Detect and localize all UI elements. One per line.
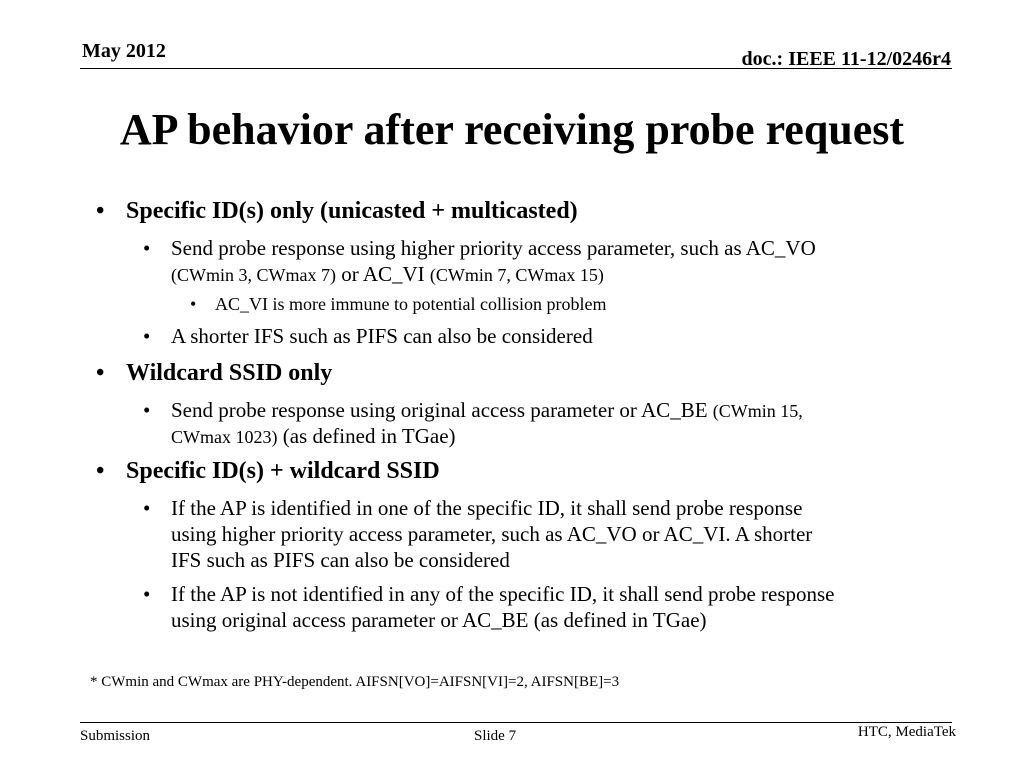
bullet-marker: • bbox=[143, 324, 151, 348]
bullet-wildcard-ssid-only: Wildcard SSID only bbox=[126, 360, 333, 386]
footer-slide-number: Slide 7 bbox=[474, 728, 517, 744]
sub-bullet-text: If the AP is not identified in any of the specific ID, it shall send probe response bbox=[171, 582, 835, 606]
sub-bullet-text: A shorter IFS such as PIFS can also be considered bbox=[171, 324, 593, 348]
footer-authors: HTC, MediaTek bbox=[857, 724, 956, 740]
footnote: * CWmin and CWmax are PHY-dependent. AIFSN[VO]=AIFSN[VI]=2, AIFSN[BE]=3 bbox=[90, 674, 620, 690]
sub-bullet-text: If the AP is identified in one of the specific ID, it shall send probe response bbox=[171, 496, 803, 520]
header-rule bbox=[80, 68, 952, 69]
sub-bullet-text: Send probe response using higher priority access parameter, such as AC_VO bbox=[171, 236, 816, 260]
bullet-specific-id-only: Specific ID(s) only (unicasted + multicasted) bbox=[126, 198, 578, 224]
bullet-marker: • bbox=[143, 582, 151, 606]
sub-bullet-text-cont bbox=[171, 262, 604, 287]
text-run: Send probe response using original access parameter or AC_BE bbox=[171, 398, 713, 422]
ac-vi-text: or AC_VI bbox=[335, 262, 430, 286]
header-date: May 2012 bbox=[82, 40, 166, 62]
cw-params: (CWmin 3, CWmax 7) bbox=[171, 265, 336, 285]
bullet-marker: • bbox=[96, 198, 105, 224]
bullet-marker: • bbox=[96, 360, 105, 386]
footer-rule bbox=[80, 722, 952, 723]
bullet-specific-id-plus-wildcard: Specific ID(s) + wildcard SSID bbox=[126, 458, 440, 484]
sub-bullet-text bbox=[171, 398, 803, 423]
bullet-marker: • bbox=[143, 496, 151, 520]
bullet-marker: • bbox=[143, 236, 151, 260]
sub-bullet-text-cont: using higher priority access parameter, such as AC_VO or AC_VI. A shorter bbox=[171, 522, 813, 546]
bullet-marker: • bbox=[143, 398, 151, 422]
bullet-marker: • bbox=[96, 458, 105, 484]
sub-bullet-text-cont bbox=[171, 424, 456, 449]
cw-params: CWmax 1023) bbox=[171, 427, 278, 447]
text-run: (as defined in TGae) bbox=[277, 424, 456, 448]
cw-params: (CWmin 7, CWmax 15) bbox=[429, 265, 604, 285]
footer-submission: Submission bbox=[80, 728, 151, 744]
sub-bullet-text-cont: IFS such as PIFS can also be considered bbox=[171, 548, 510, 572]
header-doc-id: doc.: IEEE 11-12/0246r4 bbox=[741, 48, 951, 70]
cw-params: (CWmin 15, bbox=[712, 401, 803, 421]
slide-title: AP behavior after receiving probe request bbox=[119, 105, 905, 154]
sub-bullet-text-cont: using original access parameter or AC_BE (as defined in TGae) bbox=[171, 608, 707, 632]
sub-sub-bullet-text: AC_VI is more immune to potential collision problem bbox=[215, 294, 607, 314]
bullet-marker: • bbox=[190, 294, 197, 314]
